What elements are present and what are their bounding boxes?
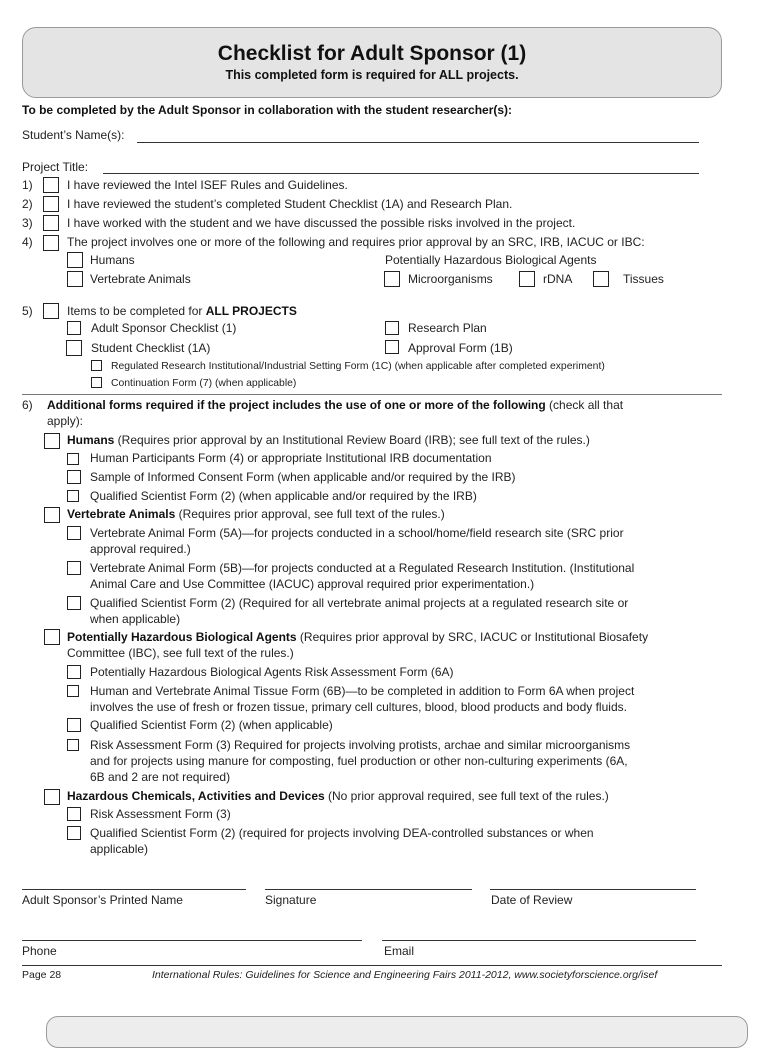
item-1-text: I have reviewed the Intel ISEF Rules and Guidelines. <box>67 178 348 192</box>
item-6-text-cont: apply): <box>47 414 84 428</box>
qualified-scientist-chem-label-cont: applicable) <box>90 842 149 856</box>
checkbox-approval-form[interactable] <box>385 340 399 354</box>
footer-source: International Rules: Guidelines for Science and Engineering Fairs 2011-2012, www.societyforscience.org/isef <box>152 969 658 981</box>
pha-6b-label: Human and Vertebrate Animal Tissue Form (6B)—to be completed in addition to Form 6A when project <box>90 684 635 698</box>
intro-text: To be completed by the Adult Sponsor in collaboration with the student researcher(s): <box>22 103 513 117</box>
chemicals-section-heading: Hazardous Chemicals, Activities and Devices (No prior approval required, see full text of the rules.) <box>67 789 609 803</box>
checkbox-item-4[interactable] <box>43 235 59 251</box>
informed-consent-label: Sample of Informed Consent Form (when applicable and/or required by the IRB) <box>90 470 516 484</box>
checkbox-rdna[interactable] <box>519 271 535 287</box>
item-2-text: I have reviewed the student’s completed Student Checklist (1A) and Research Plan. <box>67 197 513 211</box>
students-name-field[interactable] <box>137 142 699 143</box>
item-number: 1) <box>22 178 33 192</box>
checkbox-vertebrate-5b[interactable] <box>67 561 81 575</box>
form-subtitle: This completed form is required for ALL projects. <box>225 68 519 82</box>
checkbox-adult-checklist[interactable] <box>67 321 81 335</box>
form-header <box>22 27 722 98</box>
vertebrate-5b-label: Vertebrate Animal Form (5B)—for projects conducted at a Regulated Research Institution. (Institutional <box>90 561 635 575</box>
humans-label: Humans <box>90 253 135 267</box>
human-participants-label: Human Participants Form (4) or appropriate Institutional IRB documentation <box>90 451 492 465</box>
footer-divider <box>22 965 722 966</box>
email-label: Email <box>384 944 415 958</box>
checkbox-tissues[interactable] <box>593 271 609 287</box>
divider <box>22 394 722 395</box>
vertebrate-5a-label-cont: approval required.) <box>90 542 191 556</box>
risk-assessment-pha-label-cont2: 6B and 2 are not required) <box>90 770 231 784</box>
regulated-form-label: Regulated Research Institutional/Industrial Setting Form (1C) (when applicable after completed experiment) <box>111 361 605 372</box>
checkbox-qualified-scientist-vertebrate[interactable] <box>67 596 81 610</box>
research-plan-label: Research Plan <box>408 321 487 335</box>
form-title: Checklist for Adult Sponsor (1) <box>217 42 527 65</box>
qualified-scientist-pha-label: Qualified Scientist Form (2) (when applicable) <box>90 718 333 732</box>
checkbox-item-5[interactable] <box>43 303 59 319</box>
printed-name-label: Adult Sponsor’s Printed Name <box>22 893 183 907</box>
checkbox-pha-6b[interactable] <box>67 685 79 697</box>
continuation-form-label: Continuation Form (7) (when applicable) <box>111 378 297 389</box>
email-field[interactable] <box>382 940 696 941</box>
risk-assessment-pha-label-cont: and for projects using manure for composting, fuel production or other non-culturing experiments (6A, <box>90 754 628 768</box>
risk-assessment-pha-label: Risk Assessment Form (3) Required for projects involving protists, archae and similar microorganisms <box>90 738 631 752</box>
checkbox-student-checklist[interactable] <box>66 340 82 356</box>
tissues-label: Tissues <box>623 272 664 286</box>
qualified-scientist-vertebrate-label: Qualified Scientist Form (2) (Required for all vertebrate animal projects at a regulated research site or <box>90 596 629 610</box>
checkbox-pha-section[interactable] <box>44 629 60 645</box>
item-number: 3) <box>22 216 33 230</box>
item-6-text: Additional forms required if the project includes the use of one or more of the following (check all that <box>47 398 624 412</box>
vertebrate-label: Vertebrate Animals <box>90 272 191 286</box>
checkbox-chemicals-section[interactable] <box>44 789 60 805</box>
rdna-label: rDNA <box>543 272 573 286</box>
approval-form-label: Approval Form (1B) <box>408 341 513 355</box>
checkbox-item-2[interactable] <box>43 196 59 212</box>
pha-heading: Potentially Hazardous Biological Agents <box>385 253 597 267</box>
checkbox-continuation-form[interactable] <box>91 377 102 388</box>
checkbox-qualified-scientist-humans[interactable] <box>67 490 79 502</box>
date-of-review-label: Date of Review <box>491 893 573 907</box>
signature-field[interactable] <box>265 889 472 890</box>
qualified-scientist-humans-label: Qualified Scientist Form (2) (when applicable and/or required by the IRB) <box>90 489 477 503</box>
phone-field[interactable] <box>22 940 362 941</box>
project-title-field[interactable] <box>103 173 699 174</box>
item-number: 5) <box>22 304 33 318</box>
signature-label: Signature <box>265 893 317 907</box>
adult-checklist-label: Adult Sponsor Checklist (1) <box>91 321 237 335</box>
checkbox-qualified-scientist-pha[interactable] <box>67 718 81 732</box>
checkbox-humans[interactable] <box>67 252 83 268</box>
item-number: 6) <box>22 398 33 412</box>
checkbox-vertebrate-5a[interactable] <box>67 526 81 540</box>
checkbox-item-3[interactable] <box>43 215 59 231</box>
page-number: Page 28 <box>22 969 62 981</box>
checkbox-humans-section[interactable] <box>44 433 60 449</box>
checkbox-risk-assessment-pha[interactable] <box>67 739 79 751</box>
students-name-label: Student’s Name(s): <box>22 128 125 142</box>
humans-section-heading: Humans (Requires prior approval by an Institutional Review Board (IRB); see full text of the rules.) <box>67 433 590 447</box>
checkbox-regulated-form[interactable] <box>91 360 102 371</box>
checkbox-microorganisms[interactable] <box>384 271 400 287</box>
pha-section-heading-cont: Committee (IBC), see full text of the rules.) <box>67 646 294 660</box>
checkbox-item-1[interactable] <box>43 177 59 193</box>
vertebrate-5a-label: Vertebrate Animal Form (5A)—for projects conducted in a school/home/field research site (SRC prior <box>90 526 624 540</box>
checkbox-informed-consent[interactable] <box>67 470 81 484</box>
checkbox-vertebrate[interactable] <box>67 271 83 287</box>
student-checklist-label: Student Checklist (1A) <box>91 341 211 355</box>
checkbox-vertebrate-section[interactable] <box>44 507 60 523</box>
vertebrate-section-heading: Vertebrate Animals (Requires prior approval, see full text of the rules.) <box>67 507 445 521</box>
date-of-review-field[interactable] <box>490 889 696 890</box>
qualified-scientist-chem-label: Qualified Scientist Form (2) (required for projects involving DEA-controlled substances or when <box>90 826 594 840</box>
item-4-text: The project involves one or more of the following and requires prior approval by an SRC, IRB, IACUC or IBC: <box>67 235 645 249</box>
pha-section-heading: Potentially Hazardous Biological Agents (Requires prior approval by SRC, IACUC or Institutional Biosafety <box>67 630 649 644</box>
printed-name-field[interactable] <box>22 889 246 890</box>
checkbox-pha-6a[interactable] <box>67 665 81 679</box>
risk-assessment-chem-label: Risk Assessment Form (3) <box>90 807 231 821</box>
microorganisms-label: Microorganisms <box>408 272 493 286</box>
vertebrate-5b-label-cont: Animal Care and Use Committee (IACUC) approval required prior experimentation.) <box>90 577 535 591</box>
phone-label: Phone <box>22 944 57 958</box>
qualified-scientist-vertebrate-label-cont: when applicable) <box>90 612 181 626</box>
checkbox-human-participants[interactable] <box>67 453 79 465</box>
item-5-text: Items to be completed for ALL PROJECTS <box>67 304 297 318</box>
pha-6a-label: Potentially Hazardous Biological Agents Risk Assessment Form (6A) <box>90 665 454 679</box>
item-number: 2) <box>22 197 33 211</box>
checkbox-qualified-scientist-chem[interactable] <box>67 826 81 840</box>
item-number: 4) <box>22 235 33 249</box>
item-3-text: I have worked with the student and we have discussed the possible risks involved in the project. <box>67 216 576 230</box>
project-title-label: Project Title: <box>22 160 89 174</box>
next-page-header-edge <box>46 1016 748 1048</box>
checkbox-research-plan[interactable] <box>385 321 399 335</box>
pha-6b-label-cont: involves the use of fresh or frozen tissue, primary cell cultures, blood, blood products and body fluids. <box>90 700 627 714</box>
checkbox-risk-assessment-chem[interactable] <box>67 807 81 821</box>
